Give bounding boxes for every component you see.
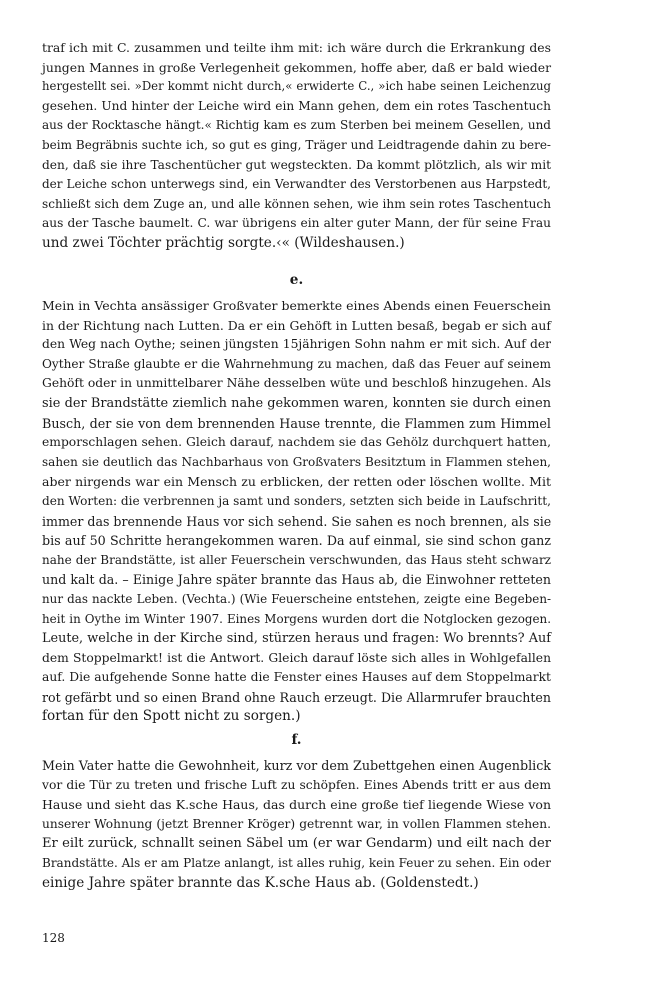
text-line: schließt sich dem Zuge an, und alle können sehen, wie ihm sein rotes Taschentuch	[42, 196, 551, 211]
text-line: Mein Vater hatte die Gewohnheit, kurz vor dem Zubettgehen einen Augenblick	[42, 758, 551, 773]
text-line: aus der Tasche baumelt. C. war übrigens ein alter guter Mann, der für seine Frau	[42, 216, 551, 231]
section-heading-e: e.	[289, 272, 304, 288]
text-line: den, daß sie ihre Taschentücher gut wegsteckten. Da kommt plötzlich, als wir mit	[42, 157, 551, 172]
text-line: einige Jahre später brannte das K.sche Haus ab. (Goldenstedt.)	[42, 874, 479, 891]
paragraph-e	[42, 296, 551, 727]
text-line: dem Stoppelmarkt! ist die Antwort. Gleich darauf löste sich alles in Wohlgefallen	[42, 650, 551, 665]
text-line: der Leiche schon unterwegs sind, ein Verwandter des Verstorbenen aus Harpstedt,	[42, 177, 551, 192]
text-line: beim Begräbnis suchte ich, so gut es ging, Träger und Leidtragende dahin zu bere-	[42, 137, 551, 152]
text-line: und kalt da. – Einige Jahre später brannte das Haus ab, die Einwohner retteten	[42, 572, 551, 588]
text-line: Er eilt zurück, schnallt seinen Säbel um (er war Gendarm) und eilt nach der	[42, 836, 551, 852]
paragraph-intro	[42, 38, 551, 254]
text-line: und zwei Töchter prächtig sorgte.‹« (Wildeshausen.)	[42, 234, 405, 251]
text-line: aus der Rocktasche hängt.« Richtig kam es zum Sterben bei meinem Gesellen, und	[42, 118, 551, 133]
text-line: Busch, der sie von dem brennenden Hause trennte, die Flammen zum Himmel	[42, 415, 551, 431]
text-line: aber nirgends war ein Mensch zu erblicken, der retten oder löschen wollte. Mit	[42, 474, 551, 490]
text-line: rot gefärbt und so einen Brand ohne Rauch erzeugt. Die Allarmrufer brauchten	[42, 689, 551, 705]
text-line: unserer Wohnung (jetzt Brenner Kröger) getrennt war, in vollen Flammen stehen.	[42, 816, 551, 831]
text-line: nur das nackte Leben. (Vechta.) (Wie Feuerscheine entstehen, zeigte eine Begeben-	[42, 591, 551, 606]
paragraph-f	[42, 756, 551, 893]
text-line: bis auf 50 Schritte herangekommen waren. Da auf einmal, sie sind schon ganz	[42, 533, 551, 549]
text-line: nahe der Brandstätte, ist aller Feuerschein verschwunden, das Haus steht schwarz	[42, 552, 551, 567]
text-line: Leute, welche in der Kirche sind, stürzen heraus und fragen: Wo brennts? Auf	[42, 631, 551, 647]
text-line: den Weg nach Oythe; seinen jüngsten 15jährigen Sohn nahm er mit sich. Auf der	[42, 337, 551, 352]
text-line: Gehöft oder in unmittelbarer Nähe desselben wüte und beschloß hinzugehen. Als	[42, 376, 552, 391]
text-line: vor die Tür zu treten und frische Luft zu schöpfen. Eines Abends tritt er aus dem	[42, 777, 551, 792]
text-line: Oyther Straße glaubte er die Wahrnehmung zu machen, daß das Feuer auf seinem	[42, 356, 551, 371]
text-line: in der Richtung nach Lutten. Da er ein Gehöft in Lutten besaß, begab er sich auf	[42, 317, 551, 333]
text-line: immer das brennende Haus vor sich sehend. Sie sahen es noch brennen, als sie	[42, 513, 552, 529]
text-line: gesehen. Und hinter der Leiche wird ein Mann gehen, dem ein rotes Taschentuch	[42, 98, 551, 113]
text-line: hergestellt sei. »Der kommt nicht durch,« erwiderte C., »ich habe seinen Leichenzug	[42, 79, 551, 94]
section-heading-f: f.	[291, 732, 302, 748]
text-line: traf ich mit C. zusammen und teilte ihm mit: ich wäre durch die Erkrankung des	[42, 40, 551, 55]
page-number: 128	[42, 931, 65, 945]
text-line: Brandstätte. Als er am Platze anlangt, ist alles ruhig, kein Feuer zu sehen. Ein oder	[42, 855, 551, 870]
text-line: Mein in Vechta ansässiger Großvater bemerkte eines Abends einen Feuerschein	[42, 298, 551, 313]
text-line: den Worten: die verbrennen ja samt und sonders, setzten sich beide in Laufschritt,	[42, 493, 551, 508]
text-line: Hause und sieht das K.sche Haus, das durch eine große tief liegende Wiese von	[42, 797, 551, 813]
text-line: jungen Mannes in große Verlegenheit gekommen, hoffe aber, daß er bald wieder	[42, 59, 551, 75]
text-line: sie der Brandstätte ziemlich nahe gekommen waren, konnten sie durch einen	[42, 395, 551, 411]
text-line: emporschlagen sehen. Gleich darauf, nachdem sie das Gehölz durchquert hatten,	[42, 435, 551, 450]
text-line: fortan für den Spott nicht zu sorgen.)	[42, 708, 301, 725]
text-line: heit in Oythe im Winter 1907. Eines Morgens wurden dort die Notglocken gezogen.	[42, 611, 551, 626]
text-line: auf. Die aufgehende Sonne hatte die Fenster eines Hauses auf dem Stoppelmarkt	[42, 670, 551, 685]
text-line: sahen sie deutlich das Nachbarhaus von Großvaters Besitztum in Flammen stehen,	[42, 454, 551, 469]
